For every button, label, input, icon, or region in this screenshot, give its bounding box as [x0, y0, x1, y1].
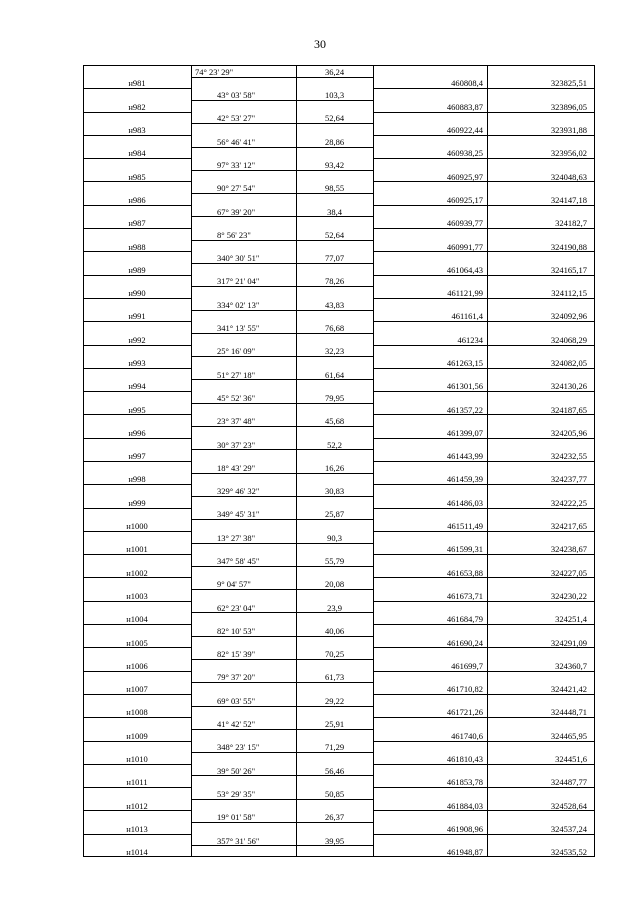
- angle-cell: 90° 27' 54": [217, 183, 256, 194]
- x-coordinate-cell: 461399,07: [446, 427, 483, 438]
- distance-cell: 43,83: [324, 299, 345, 310]
- x-coordinate-cell: 461699,7: [451, 660, 483, 671]
- distance-cell: 45,68: [324, 416, 345, 427]
- y-coordinate-cell: 324182,7: [555, 218, 587, 229]
- y-coordinate-cell: 324068,29: [550, 334, 587, 345]
- distance-cell: 40,06: [324, 625, 345, 636]
- distance-cell: 98,55: [324, 183, 345, 194]
- y-coordinate-cell: 323931,88: [550, 125, 587, 136]
- x-coordinate-cell: 461810,43: [446, 754, 483, 764]
- x-coordinate-cell: 461710,82: [446, 684, 483, 695]
- angle-cell: 30° 37' 23": [217, 439, 256, 450]
- y-coordinate-cell: 324230,22: [550, 590, 587, 601]
- point-name-cell: н990: [128, 288, 146, 299]
- point-name-cell: н1007: [126, 684, 148, 695]
- x-coordinate-cell: 461684,79: [446, 614, 483, 625]
- angle-cell: 340° 30' 51": [217, 253, 260, 264]
- point-name-cell: н1009: [126, 730, 148, 741]
- y-coordinate-cell: 324082,05: [550, 358, 587, 368]
- distance-cell: 39,95: [324, 835, 345, 846]
- angle-cell: 18° 43' 29": [217, 462, 256, 473]
- x-coordinate-cell: 461673,71: [446, 590, 483, 601]
- y-coordinate-cell: 323896,05: [550, 101, 587, 112]
- y-coordinate-cell: 324092,96: [550, 311, 587, 322]
- point-name-cell: н1000: [126, 521, 148, 532]
- x-coordinate-cell: 461740,6: [451, 730, 483, 741]
- x-coordinate-cell: 461121,99: [447, 288, 483, 299]
- page-number: 30: [314, 37, 326, 51]
- angle-cell: 347° 58' 45": [217, 556, 260, 566]
- x-coordinate-cell: 460808,4: [451, 78, 483, 89]
- distance-cell: 61,64: [324, 369, 345, 380]
- angle-cell: 317° 21' 04": [217, 276, 260, 287]
- x-coordinate-cell: 460925,97: [446, 171, 483, 182]
- point-name-cell: н995: [128, 404, 146, 415]
- point-name-cell: н1003: [126, 590, 148, 601]
- angle-cell: 97° 33' 12": [217, 160, 256, 170]
- x-coordinate-cell: 461721,26: [446, 707, 483, 718]
- y-coordinate-cell: 324190,88: [550, 241, 587, 252]
- y-coordinate-cell: 324217,65: [550, 521, 587, 532]
- point-name-cell: н992: [128, 334, 146, 345]
- x-coordinate-cell: 460925,17: [446, 194, 483, 205]
- distance-cell: 78,26: [324, 276, 345, 287]
- point-name-cell: н983: [128, 125, 146, 136]
- angle-cell: 8° 56' 23": [217, 229, 251, 240]
- point-name-cell: н982: [128, 101, 146, 112]
- distance-cell: 36,24: [324, 66, 345, 77]
- distance-cell: 52,64: [324, 113, 345, 124]
- y-coordinate-cell: 324448,71: [550, 707, 587, 718]
- table-column-rule: [296, 65, 297, 857]
- point-name-cell: н997: [128, 451, 146, 462]
- x-coordinate-cell: 461511,49: [447, 521, 483, 532]
- angle-cell: 53° 29' 35": [217, 788, 256, 799]
- y-coordinate-cell: 324535,52: [550, 847, 587, 858]
- angle-cell: 341° 13' 55": [217, 323, 260, 334]
- distance-cell: 26,37: [324, 812, 345, 823]
- y-coordinate-cell: 324227,05: [550, 567, 587, 578]
- point-name-cell: н1006: [126, 660, 148, 671]
- x-coordinate-cell: 461161,4: [451, 311, 483, 322]
- y-coordinate-cell: 324130,26: [550, 381, 587, 392]
- y-coordinate-cell: 324147,18: [550, 194, 587, 205]
- x-coordinate-cell: 461884,03: [446, 800, 483, 811]
- angle-cell: 348° 23' 15": [217, 742, 260, 753]
- distance-cell: 20,08: [324, 579, 345, 590]
- angle-cell: 82° 10' 53": [217, 625, 256, 636]
- x-coordinate-cell: 461064,43: [446, 264, 483, 275]
- point-name-cell: н993: [128, 358, 146, 368]
- x-coordinate-cell: 460883,87: [446, 101, 483, 112]
- x-coordinate-cell: 461853,78: [446, 777, 483, 788]
- angle-cell: 82° 15' 39": [217, 649, 256, 660]
- angle-cell: 39° 50' 26": [217, 765, 256, 776]
- y-coordinate-cell: 324291,09: [550, 637, 587, 648]
- angle-cell: 9° 04' 57": [217, 579, 251, 590]
- x-coordinate-cell: 461653,88: [446, 567, 483, 578]
- distance-cell: 61,73: [324, 672, 345, 683]
- x-coordinate-cell: 460922,44: [446, 125, 483, 136]
- distance-cell: 25,87: [324, 509, 345, 520]
- y-coordinate-cell: 323825,51: [550, 78, 587, 89]
- point-name-cell: н1004: [126, 614, 148, 625]
- y-coordinate-cell: 324238,67: [550, 544, 587, 555]
- point-name-cell: н994: [128, 381, 146, 392]
- angle-cell: 62° 23' 04": [217, 602, 256, 613]
- x-coordinate-cell: 461357,22: [446, 404, 483, 415]
- angle-cell: 41° 42' 52": [217, 719, 256, 730]
- x-coordinate-cell: 461599,31: [446, 544, 483, 555]
- point-name-cell: н1008: [126, 707, 148, 718]
- angle-cell: 74° 23' 29": [195, 66, 234, 77]
- y-coordinate-cell: 324048,63: [550, 171, 587, 182]
- point-name-cell: н1005: [126, 637, 148, 648]
- angle-cell: 42° 53' 27": [217, 113, 256, 124]
- point-name-cell: н996: [128, 427, 146, 438]
- distance-cell: 50,85: [324, 788, 345, 799]
- x-coordinate-cell: 461948,87: [446, 847, 483, 858]
- table-column-rule: [191, 65, 192, 857]
- y-coordinate-cell: 324528,64: [550, 800, 587, 811]
- angle-cell: 13° 27' 38": [217, 532, 256, 543]
- coordinates-table: [83, 65, 595, 857]
- angle-cell: 45° 52' 36": [217, 392, 256, 403]
- y-coordinate-cell: 324232,55: [550, 451, 587, 462]
- distance-cell: 29,22: [324, 695, 345, 706]
- x-coordinate-cell: 461486,03: [446, 497, 483, 508]
- y-coordinate-cell: 324451,6: [555, 754, 587, 764]
- y-coordinate-cell: 324205,96: [550, 427, 587, 438]
- distance-cell: 38,4: [327, 206, 342, 217]
- distance-cell: 32,23: [324, 346, 345, 357]
- point-name-cell: н1001: [126, 544, 148, 555]
- y-coordinate-cell: 324251,4: [555, 614, 587, 625]
- distance-cell: 23,9: [327, 602, 342, 613]
- distance-cell: 76,68: [324, 323, 345, 334]
- distance-cell: 79,95: [324, 392, 345, 403]
- y-coordinate-cell: 324465,95: [550, 730, 587, 741]
- angle-cell: 19° 01' 58": [217, 812, 256, 823]
- angle-cell: 329° 46' 32": [217, 486, 260, 497]
- point-name-cell: н998: [128, 474, 146, 485]
- distance-cell: 71,29: [324, 742, 345, 753]
- x-coordinate-cell: 460938,25: [446, 148, 483, 159]
- point-name-cell: н984: [128, 148, 146, 159]
- distance-cell: 56,46: [324, 765, 345, 776]
- x-coordinate-cell: 461263,15: [446, 358, 483, 368]
- distance-cell: 90,3: [327, 532, 342, 543]
- y-coordinate-cell: 324222,25: [550, 497, 587, 508]
- point-name-cell: н999: [128, 497, 146, 508]
- angle-cell: 25° 16' 09": [217, 346, 256, 357]
- y-coordinate-cell: 324112,15: [551, 288, 587, 299]
- point-name-cell: н1012: [126, 800, 148, 811]
- y-coordinate-cell: 324165,17: [550, 264, 587, 275]
- x-coordinate-cell: 460939,77: [446, 218, 483, 229]
- y-coordinate-cell: 323956,02: [550, 148, 587, 159]
- angle-cell: 79° 37' 20": [217, 672, 256, 683]
- angle-cell: 51° 27' 18": [217, 369, 256, 380]
- angle-cell: 69° 03' 55": [217, 695, 256, 706]
- distance-cell: 25,91: [324, 719, 345, 730]
- distance-cell: 30,83: [324, 486, 345, 497]
- distance-cell: 70,25: [324, 649, 345, 660]
- x-coordinate-cell: 461908,96: [446, 823, 483, 834]
- y-coordinate-cell: 324237,77: [550, 474, 587, 485]
- distance-cell: 55,79: [324, 556, 345, 566]
- point-name-cell: н987: [128, 218, 146, 229]
- point-name-cell: н1013: [126, 823, 148, 834]
- point-name-cell: н981: [128, 78, 146, 89]
- x-coordinate-cell: 461690,24: [446, 637, 483, 648]
- point-name-cell: н1010: [126, 754, 148, 764]
- point-name-cell: н991: [128, 311, 146, 322]
- x-coordinate-cell: 461443,99: [446, 451, 483, 462]
- angle-cell: 349° 45' 31": [217, 509, 260, 520]
- point-name-cell: н988: [128, 241, 146, 252]
- point-name-cell: н1014: [126, 847, 148, 858]
- y-coordinate-cell: 324487,77: [550, 777, 587, 788]
- distance-cell: 77,07: [324, 253, 345, 264]
- y-coordinate-cell: 324187,65: [550, 404, 587, 415]
- distance-cell: 93,42: [324, 160, 345, 170]
- distance-cell: 52,2: [327, 439, 342, 450]
- angle-cell: 56° 46' 41": [217, 136, 256, 147]
- x-coordinate-cell: 460991,77: [446, 241, 483, 252]
- distance-cell: 28,86: [324, 136, 345, 147]
- y-coordinate-cell: 324421,42: [550, 684, 587, 695]
- distance-cell: 52,64: [324, 229, 345, 240]
- angle-cell: 357° 31' 56": [217, 835, 260, 846]
- angle-cell: 334° 02' 13": [217, 299, 260, 310]
- point-name-cell: н986: [128, 194, 146, 205]
- point-name-cell: н985: [128, 171, 146, 182]
- y-coordinate-cell: 324537,24: [550, 823, 587, 834]
- distance-cell: 103,3: [324, 90, 345, 101]
- x-coordinate-cell: 461301,56: [446, 381, 483, 392]
- x-coordinate-cell: 461459,39: [446, 474, 483, 485]
- angle-cell: 23° 37' 48": [217, 416, 256, 427]
- angle-cell: 43° 03' 58": [217, 90, 256, 101]
- point-name-cell: н1011: [126, 777, 148, 788]
- angle-cell: 67° 39' 20": [217, 206, 256, 217]
- point-name-cell: н989: [128, 264, 146, 275]
- distance-cell: 16,26: [324, 462, 345, 473]
- x-coordinate-cell: 461234: [457, 334, 483, 345]
- y-coordinate-cell: 324360,7: [555, 660, 587, 671]
- point-name-cell: н1002: [126, 567, 148, 578]
